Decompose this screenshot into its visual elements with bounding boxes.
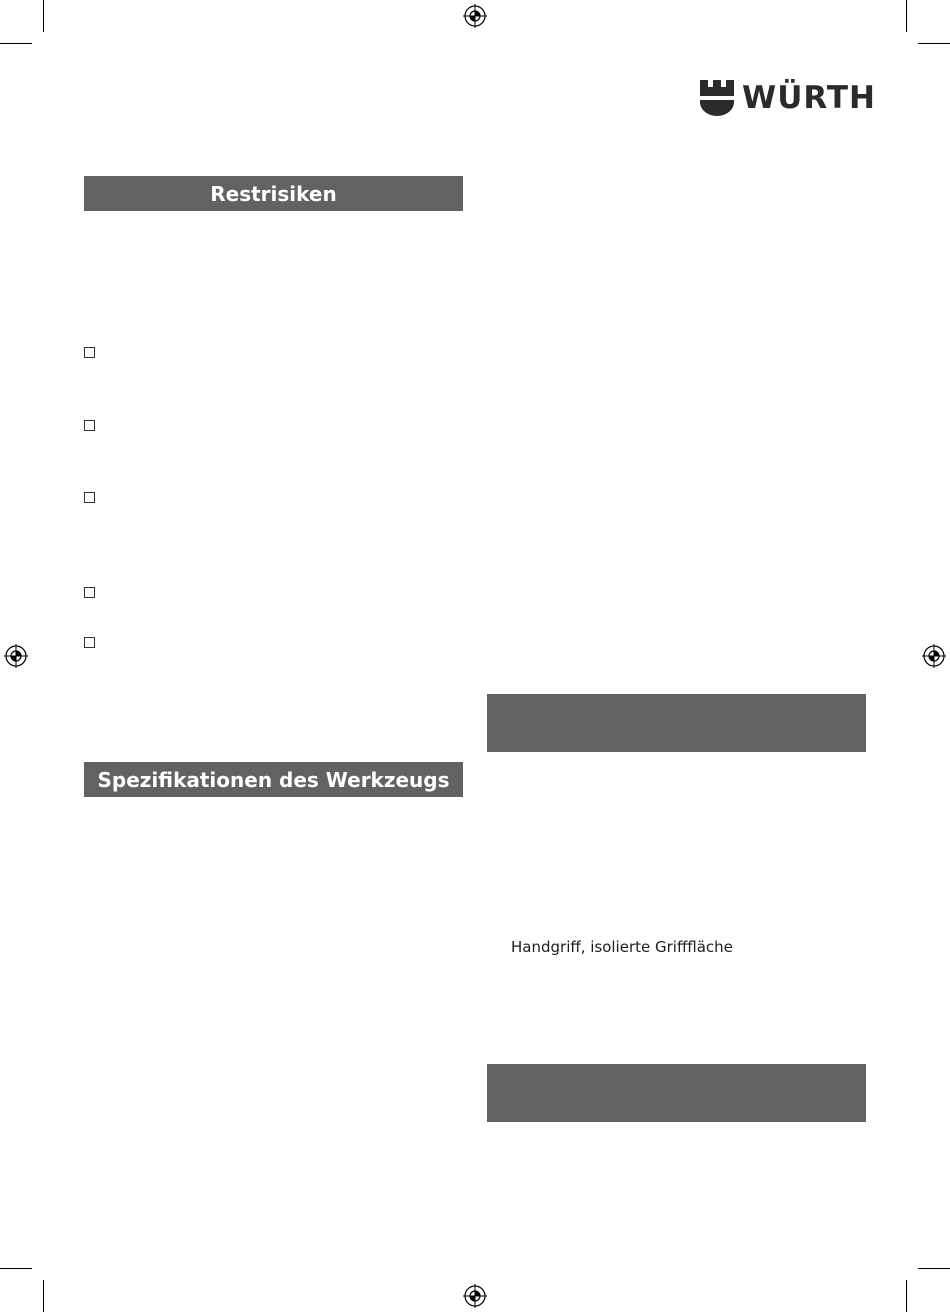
crop-mark-bottom-left-horizontal (0, 1268, 32, 1269)
wurth-shield-icon (700, 80, 734, 116)
wurth-logo (700, 80, 876, 116)
crop-mark-top-left-vertical (43, 0, 44, 32)
checkbox-item[interactable] (84, 492, 95, 503)
handle-description-text: Handgriff, isolierte Grifffläche (511, 938, 733, 956)
crop-mark-top-right-horizontal (918, 43, 950, 44)
crop-mark-bottom-left-vertical (43, 1280, 44, 1312)
section-header-restrisiken (84, 176, 463, 211)
crop-mark-top-left-horizontal (0, 43, 32, 44)
wurth-wordmark: WÜRTH (742, 80, 876, 116)
section-header-bar-right-2 (487, 1064, 866, 1122)
section-title: Spezifikationen des Werkzeugs (97, 767, 450, 792)
crop-mark-bottom-right-horizontal (918, 1268, 950, 1269)
checkbox-item[interactable] (84, 637, 95, 648)
registration-mark-top-icon (463, 4, 487, 28)
crop-mark-bottom-right-vertical (906, 1280, 907, 1312)
section-title: Restrisiken (210, 181, 337, 206)
section-header-spezifikationen (84, 762, 463, 797)
checkbox-item[interactable] (84, 347, 95, 358)
section-header-bar-right-1 (487, 694, 866, 752)
checkbox-item[interactable] (84, 420, 95, 431)
registration-mark-right-icon (922, 644, 946, 668)
registration-mark-left-icon (4, 644, 28, 668)
checkbox-item[interactable] (84, 587, 95, 598)
registration-mark-bottom-icon (463, 1284, 487, 1308)
crop-mark-top-right-vertical (906, 0, 907, 32)
